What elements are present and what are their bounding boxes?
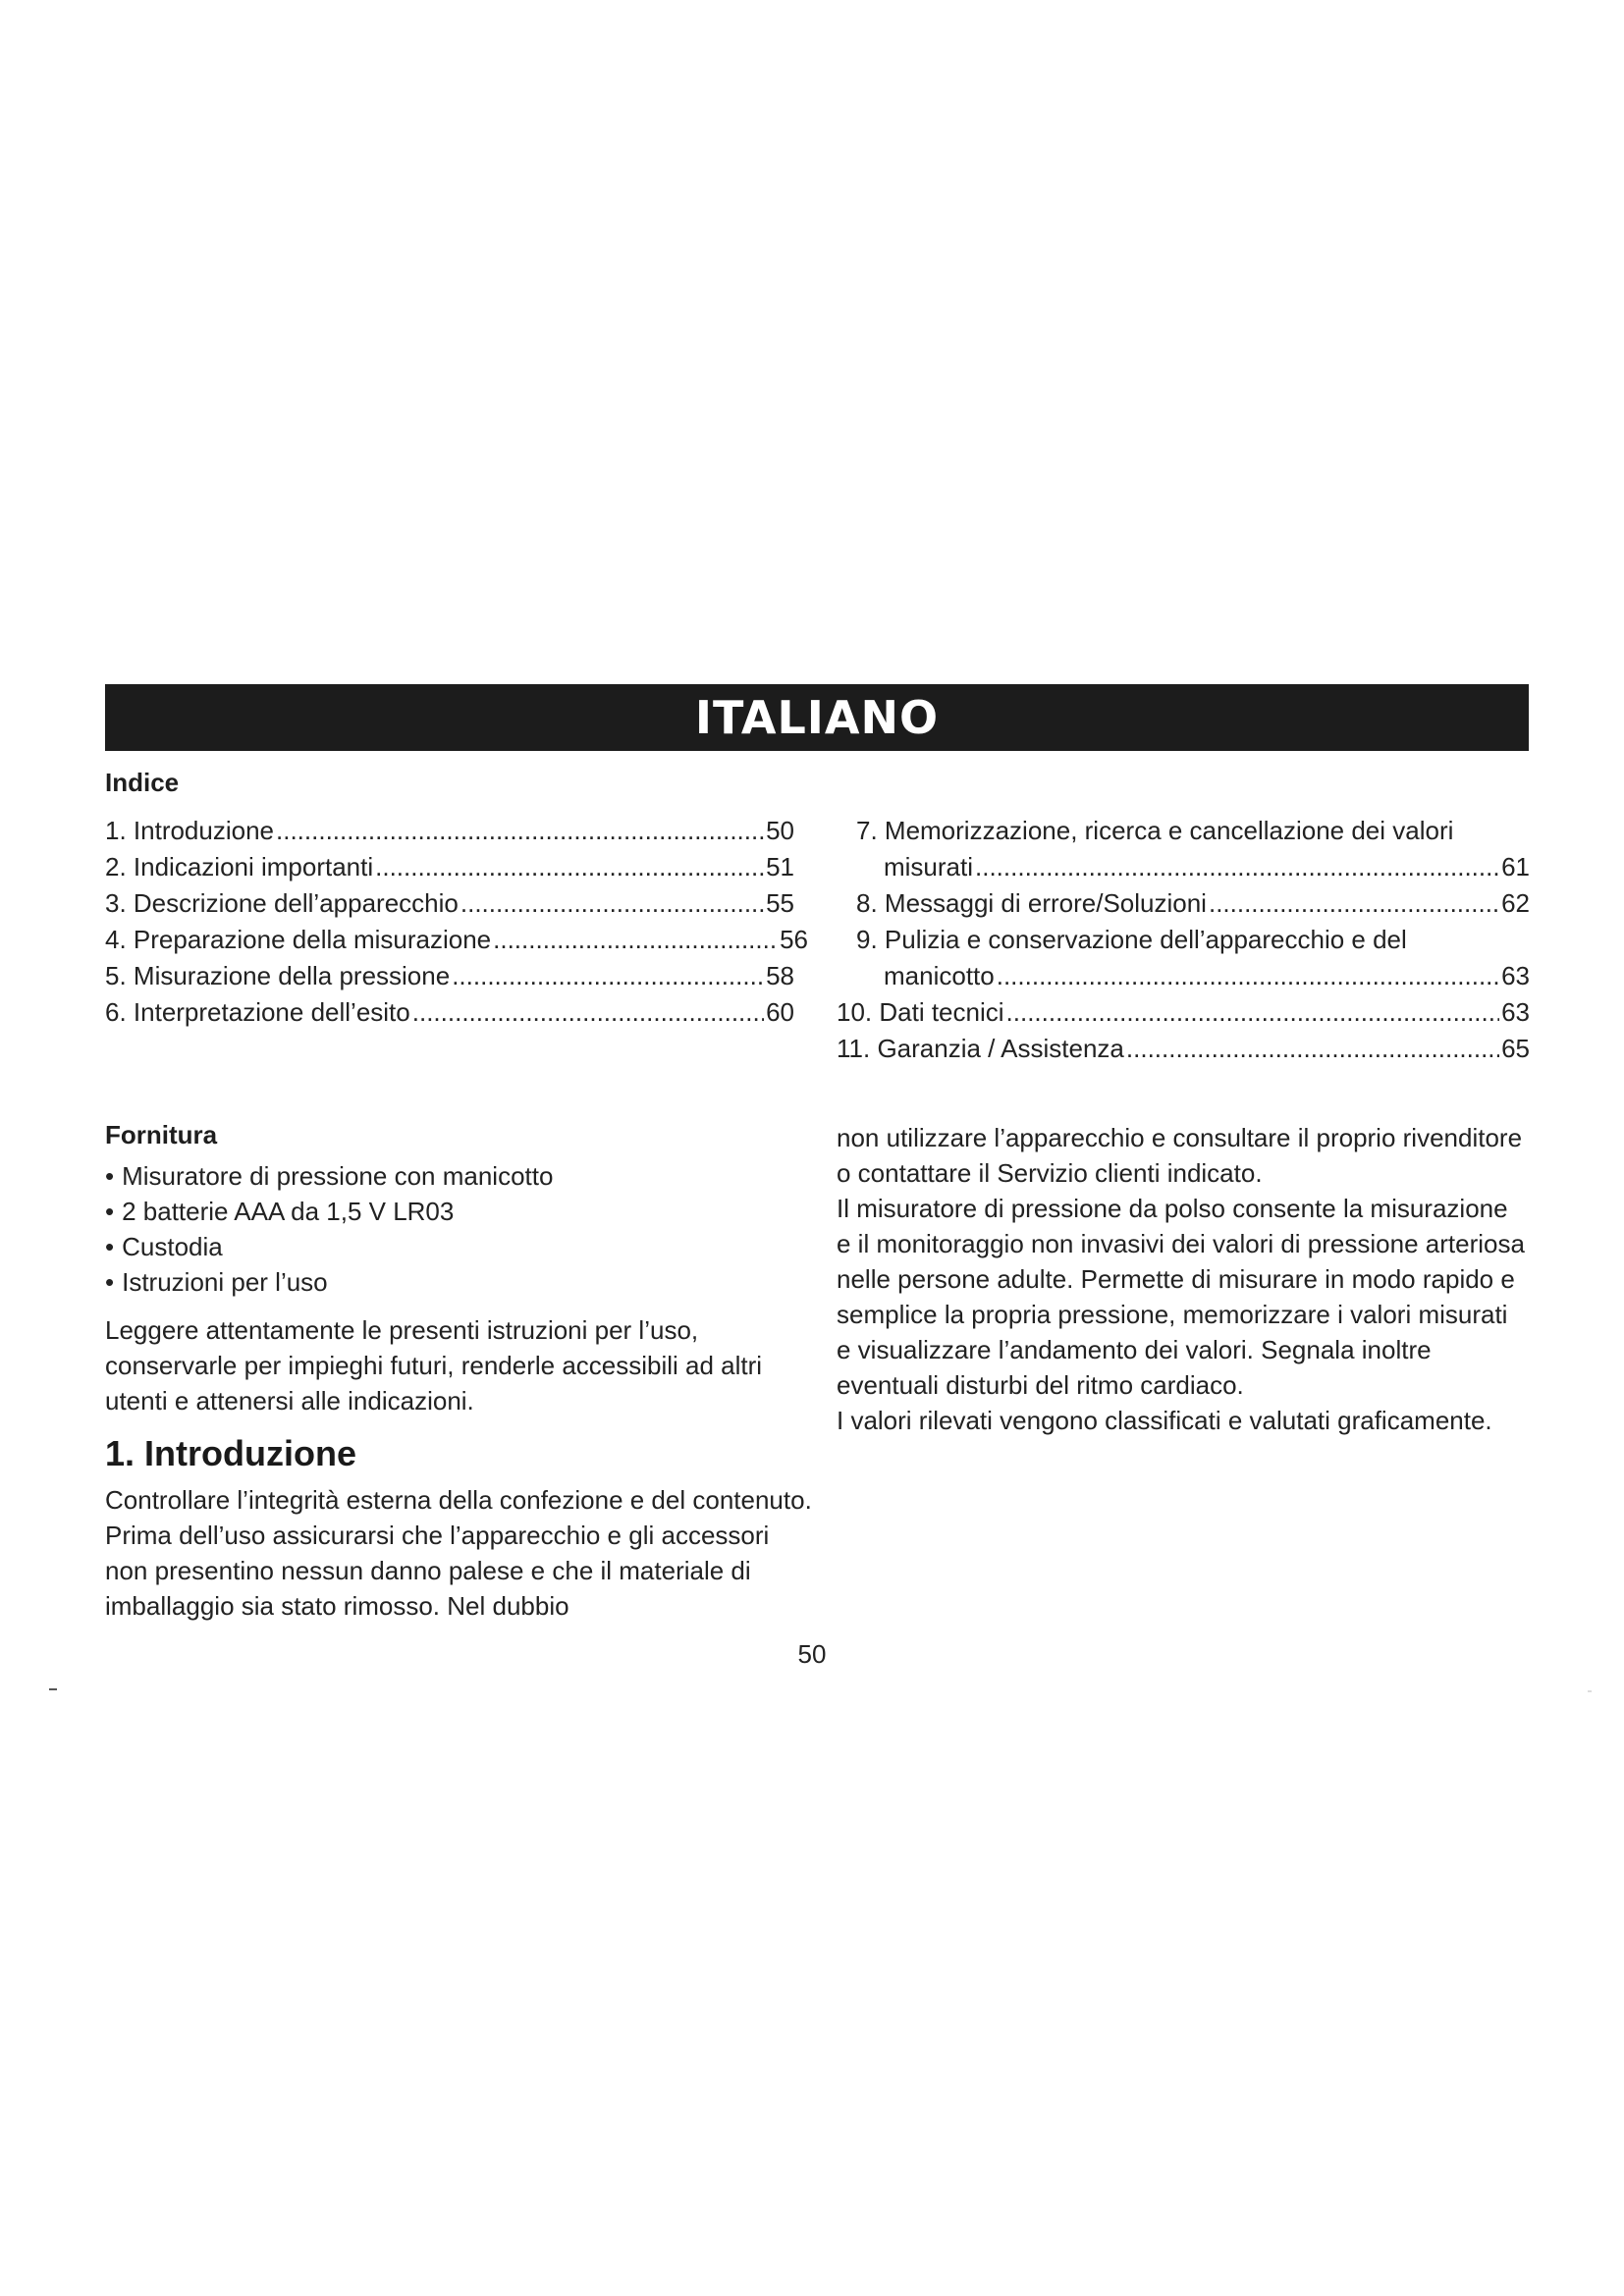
- toc-entry: [837, 922, 1530, 994]
- toc-entry-continuation: [837, 849, 1530, 885]
- toc-entry: [105, 849, 794, 885]
- toc-leader-dots: [452, 958, 764, 994]
- toc-entry-title: 9. Pulizia e conservazione dell’apparecchio e del: [856, 925, 1407, 954]
- list-item: [105, 1229, 792, 1264]
- right-paragraph-2: Il misuratore di pressione da polso consente la misurazione e il monitoraggio non invasivi dei valori di pressione arteriosa nelle persone adulte. Permette di misurare in modo rapido e semplice la propria pressione, memorizzare i valori misurati e visualizzare l’andamento dei valori. Segnala inoltre eventuali disturbi del ritmo cardiaco.: [837, 1194, 1525, 1400]
- toc-leader-dots: [493, 922, 778, 958]
- toc-entry-page: 50: [766, 816, 794, 845]
- toc-leader-dots: [975, 849, 1499, 885]
- list-item-text: 2 batterie AAA da 1,5 V LR03: [122, 1197, 455, 1226]
- bullet-icon: •: [105, 1197, 115, 1226]
- toc-entry-label: 10. Dati tecnici: [837, 997, 1004, 1027]
- toc-entry-page: 55: [766, 888, 794, 918]
- toc-entry-label: 8. Messaggi di errore/Soluzioni: [856, 888, 1207, 918]
- toc-leader-dots: [412, 994, 764, 1031]
- toc-entry-page: 58: [766, 961, 794, 990]
- toc-entry-label: 1. Introduzione: [105, 816, 275, 845]
- toc-entry-title: 7. Memorizzazione, ricerca e cancellazione dei valori: [856, 816, 1454, 845]
- toc-leader-dots: [460, 885, 764, 922]
- toc-entry-continuation: [837, 958, 1530, 994]
- toc-entry: [837, 1031, 1530, 1067]
- fornitura-heading: Fornitura: [105, 1120, 218, 1149]
- bullet-icon: •: [105, 1232, 115, 1261]
- bullet-icon: •: [105, 1161, 115, 1191]
- toc-entry: [105, 813, 794, 849]
- intro-paragraph: Controllare l’integrità esterna della confezione e del contenuto. Prima dell’uso assicurarsi che l’apparecchio e gli accessori non presentino nessun danno palese e che il materiale di imballaggio sia stato rimosso. Nel dubbio: [105, 1485, 812, 1621]
- toc-entry-page: 63: [1501, 997, 1530, 1027]
- toc-leader-dots: [997, 958, 1499, 994]
- section-heading-introduzione: 1. Introduzione: [105, 1433, 356, 1473]
- fornitura-list: [105, 1158, 792, 1300]
- toc-entry-label: 6. Interpretazione dell’esito: [105, 997, 410, 1027]
- list-item: [105, 1194, 792, 1229]
- toc-entry: [105, 994, 794, 1031]
- toc-leader-dots: [1006, 994, 1500, 1031]
- page-number: 50: [797, 1639, 827, 1669]
- read-instructions-paragraph: Leggere attentamente le presenti istruzioni per l’uso, conservarle per impieghi futuri, renderle accessibili ad altri utenti e attenersi alle indicazioni.: [105, 1315, 763, 1415]
- list-item: [105, 1158, 792, 1194]
- toc-right-column: [837, 813, 1530, 1067]
- list-item-text: Istruzioni per l’uso: [122, 1267, 328, 1297]
- right-paragraph-3: I valori rilevati vengono classificati e valutati graficamente.: [837, 1406, 1492, 1435]
- toc-entry-label: misurati: [884, 852, 974, 881]
- toc-left-column: [105, 813, 808, 1031]
- toc-entry-label: 11. Garanzia / Assistenza: [837, 1034, 1124, 1063]
- list-item: [105, 1264, 792, 1300]
- toc-leader-dots: [1209, 885, 1499, 922]
- toc-entry-label: 5. Misurazione della pressione: [105, 961, 451, 990]
- list-item-text: Custodia: [122, 1232, 223, 1261]
- toc-entry-page: 61: [1501, 852, 1530, 881]
- bullet-icon: •: [105, 1267, 115, 1297]
- language-banner: [105, 684, 1529, 751]
- banner-title: ITALIANO: [694, 691, 940, 744]
- toc-heading: Indice: [105, 768, 180, 797]
- toc-entry-label: 2. Indicazioni importanti: [105, 852, 374, 881]
- toc-entry-page: 62: [1501, 888, 1530, 918]
- toc-entry: [837, 813, 1530, 885]
- crop-mark: [1588, 1690, 1592, 1692]
- right-paragraph-1: non utilizzare l’apparecchio e consultare il proprio rivenditore o contattare il Servizio clienti indicato.: [837, 1123, 1523, 1188]
- toc-entry: [105, 885, 794, 922]
- toc-entry: [837, 885, 1530, 922]
- toc-leader-dots: [1126, 1031, 1499, 1067]
- crop-mark: [49, 1688, 57, 1690]
- toc-leader-dots: [375, 849, 764, 885]
- toc-entry: [105, 958, 794, 994]
- list-item-text: Misuratore di pressione con manicotto: [122, 1161, 554, 1191]
- toc-entry-page: 51: [766, 852, 794, 881]
- toc-entry: [105, 922, 808, 958]
- toc-entry-page: 63: [1501, 961, 1530, 990]
- toc-leader-dots: [276, 813, 764, 849]
- toc-entry-page: 56: [780, 925, 808, 954]
- toc-entry-page: 65: [1501, 1034, 1530, 1063]
- toc-entry-page: 60: [766, 997, 794, 1027]
- toc-entry-label: 4. Preparazione della misurazione: [105, 925, 492, 954]
- toc-entry: [837, 994, 1530, 1031]
- toc-entry-label: 3. Descrizione dell’apparecchio: [105, 888, 459, 918]
- toc-entry-label: manicotto: [884, 961, 995, 990]
